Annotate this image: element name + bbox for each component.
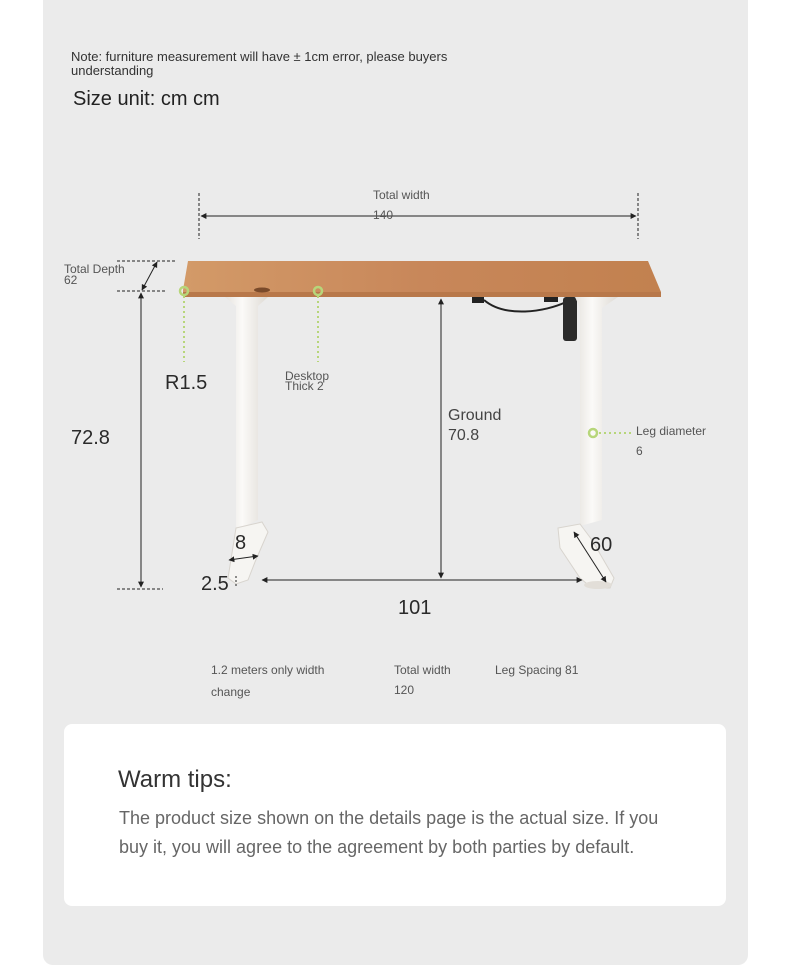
measurement-note: Note: furniture measurement will have ± 1cm error, please buyers understanding [71, 49, 448, 78]
total-depth-title: Total Depth [64, 262, 125, 276]
total-depth-value: 62 [64, 273, 78, 287]
alt-width-value: 120 [394, 683, 415, 697]
corner-radius-label: R1.5 [165, 372, 208, 394]
ground-title: Ground [448, 407, 502, 424]
leg-diameter-title: Leg diameter [636, 424, 707, 438]
alt-width-title: Total width [394, 663, 451, 677]
total-height-label: 72.8 [71, 427, 110, 449]
control-unit [472, 297, 577, 341]
total-width-value: 140 [373, 208, 394, 222]
foot-length-label: 60 [590, 534, 613, 556]
corner-radius-marker [180, 287, 188, 362]
foot-height-label: 2.5 [201, 573, 229, 595]
size-unit: Size unit: cm cm [73, 88, 220, 110]
desktop-thickness-value: Thick 2 [285, 379, 324, 393]
warm-tips-card [64, 724, 726, 906]
desktop-thickness-marker [314, 287, 322, 362]
foot-width-label: 8 [235, 532, 247, 554]
desk-top [183, 261, 661, 297]
total-width-title: Total width [373, 188, 430, 202]
leg-span-label: 101 [398, 597, 432, 619]
desktop-thickness-title: Desktop [285, 369, 330, 383]
warm-tips-body: The product size shown on the details page is the actual size. If you buy it, you will agree to the agreement by both parties by default. [119, 808, 659, 857]
width-change-note-line1: 1.2 meters only width [211, 663, 325, 677]
left-leg [225, 297, 268, 584]
warm-tips-title: Warm tips: [118, 766, 232, 793]
leg-spacing-note: Leg Spacing 81 [495, 663, 579, 677]
total-depth-dimension [117, 261, 175, 291]
leg-diameter-value: 6 [636, 444, 643, 458]
width-change-note-line2: change [211, 685, 251, 699]
total-height-dimension [117, 293, 163, 589]
ground-value: 70.8 [448, 427, 480, 444]
